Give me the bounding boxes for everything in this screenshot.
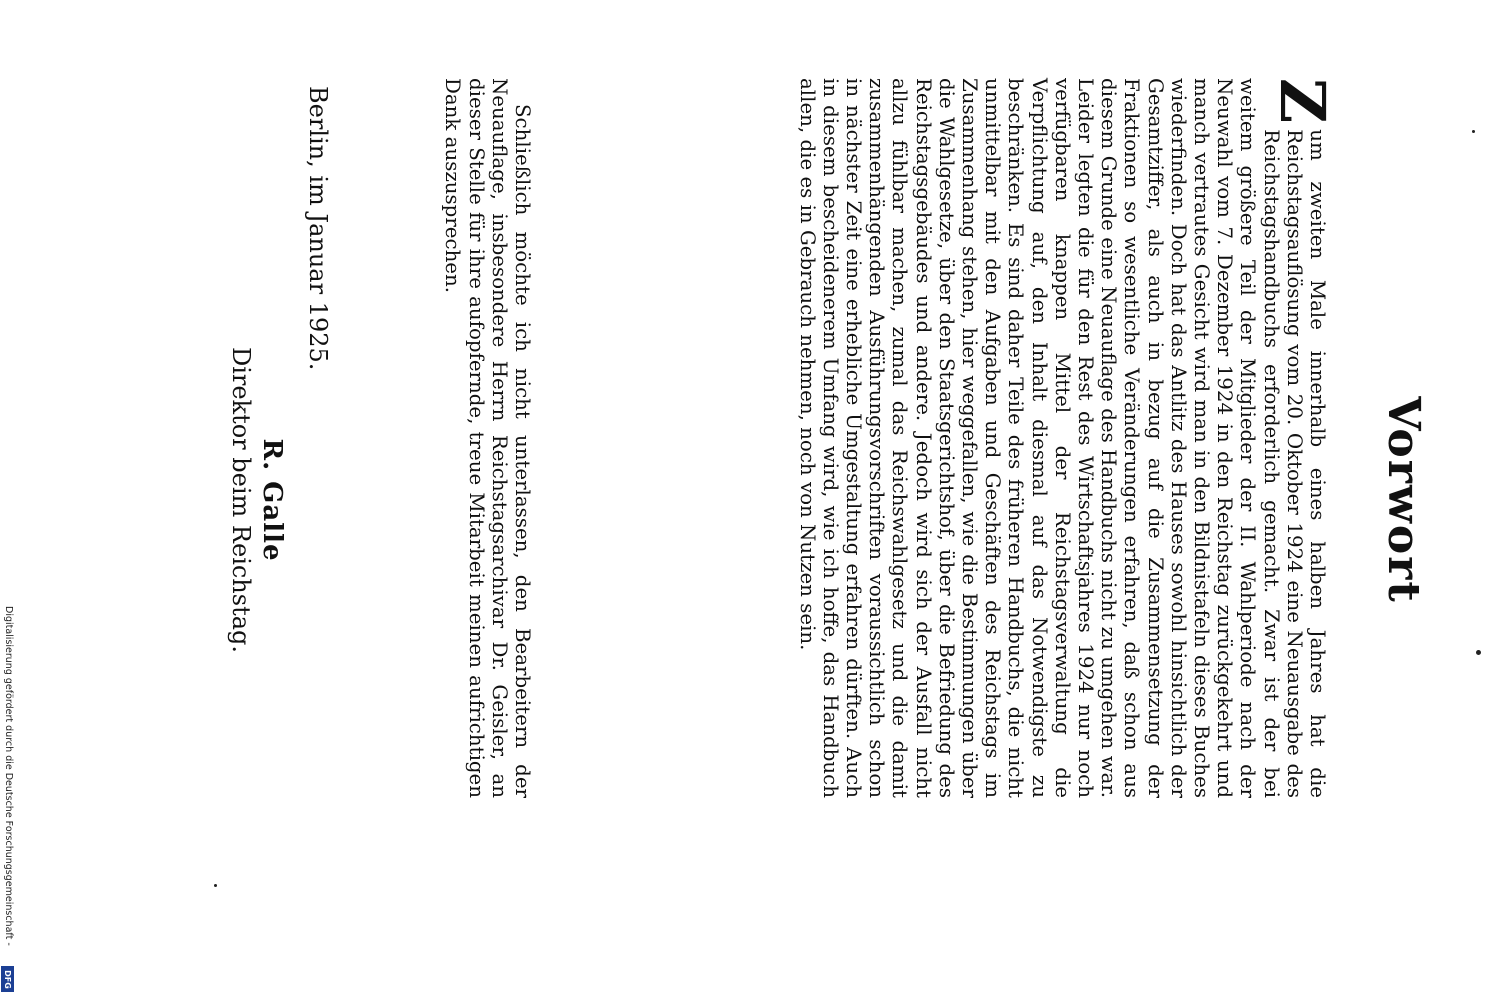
scan-speck <box>1476 650 1481 655</box>
page-title: Vorwort <box>1378 396 1429 604</box>
dfg-logo-label: DFG <box>3 969 13 989</box>
scan-speck <box>214 884 217 887</box>
dfg-logo-icon <box>1 966 14 992</box>
paragraph-intro-text: um zweiten Male innerhalb eines halben Jahres hat die Reichstagsauflösung vom 20. Oktober 1924 eine Neuausgabe des Reichstagshandbuchs erforderlich gemacht. Zwar ist der bei weitem größere Teil der Mitglieder der II. Wahlperiode nach der Neuwahl vom 7. Dezember 1924 in den Reichstag zurückgekehrt und manch vertrautes Gesicht wird man in den Bildnistafeln dieses Buches wiederfinden. Doch hat das Antlitz des Hauses sowohl hinsichtlich der Gesamtziffer, als auch in bezug auf die Zusammensetzung der Fraktionen so wesentliche Veränderungen erfahren, daß schon aus diesem Grunde eine Neuauflage des Handbuchs nicht zu umgehen war. Leider legten die für den Rest des Wirtschaftsjahres 1924 nur noch verfügbaren knappen Mittel der Reichstagsverwaltung die Verpflichtung auf, den Inhalt diesmal auf das Notwendigste zu beschränken. Es sind daher Teile des früheren Handbuchs, die nicht unmittelbar mit den Aufgaben und Geschäften des Reichstags im Zusammenhang stehen, hier weggefallen, wie die Bestimmungen über die Wahlgesetze, über den Staatsgerichtshof, über die Befriedung des Reichstagsgebäudes und andere. Jedoch wird sich der Ausfall nicht allzu fühlbar machen, zumal das Reichswahlgesetz und die damit zusammenhängenden Ausführungsvorschriften voraussichtlich schon in nächster Zeit eine erhebliche Umgestaltung erfahren dürften. Auch in diesem bescheidenerem Umfang wird, wie ich hoffe, das Handbuch allen, die es in Gebrauch nehmen, noch von Nutzen sein. <box>795 78 1329 798</box>
margin-credit <box>0 0 18 1000</box>
paragraph-thanks: Schließlich möchte ich nicht unterlassen, den Bearbeitern der Neuauflage, insbesondere Herrn Reichstagsarchivar Dr. Geisler, an dieser Stelle für ihre aufopfernde, treue Mitarbeit meinen aufrichtigen Dank auszusprechen. <box>441 78 534 798</box>
margin-credit-text: Digitalisierung gefördert durch die Deutsche Forschungsgemeinschaft - <box>3 606 14 946</box>
signature-title: Direktor beim Reichstag. <box>227 346 255 654</box>
scan-speck <box>1472 130 1475 133</box>
place-date: Berlin, im Januar 1925. <box>304 86 332 371</box>
signature-block <box>227 0 287 1000</box>
drop-cap: Z <box>1266 78 1339 124</box>
paragraph-intro <box>795 78 1339 798</box>
signature-name: R. Galle <box>257 438 287 562</box>
